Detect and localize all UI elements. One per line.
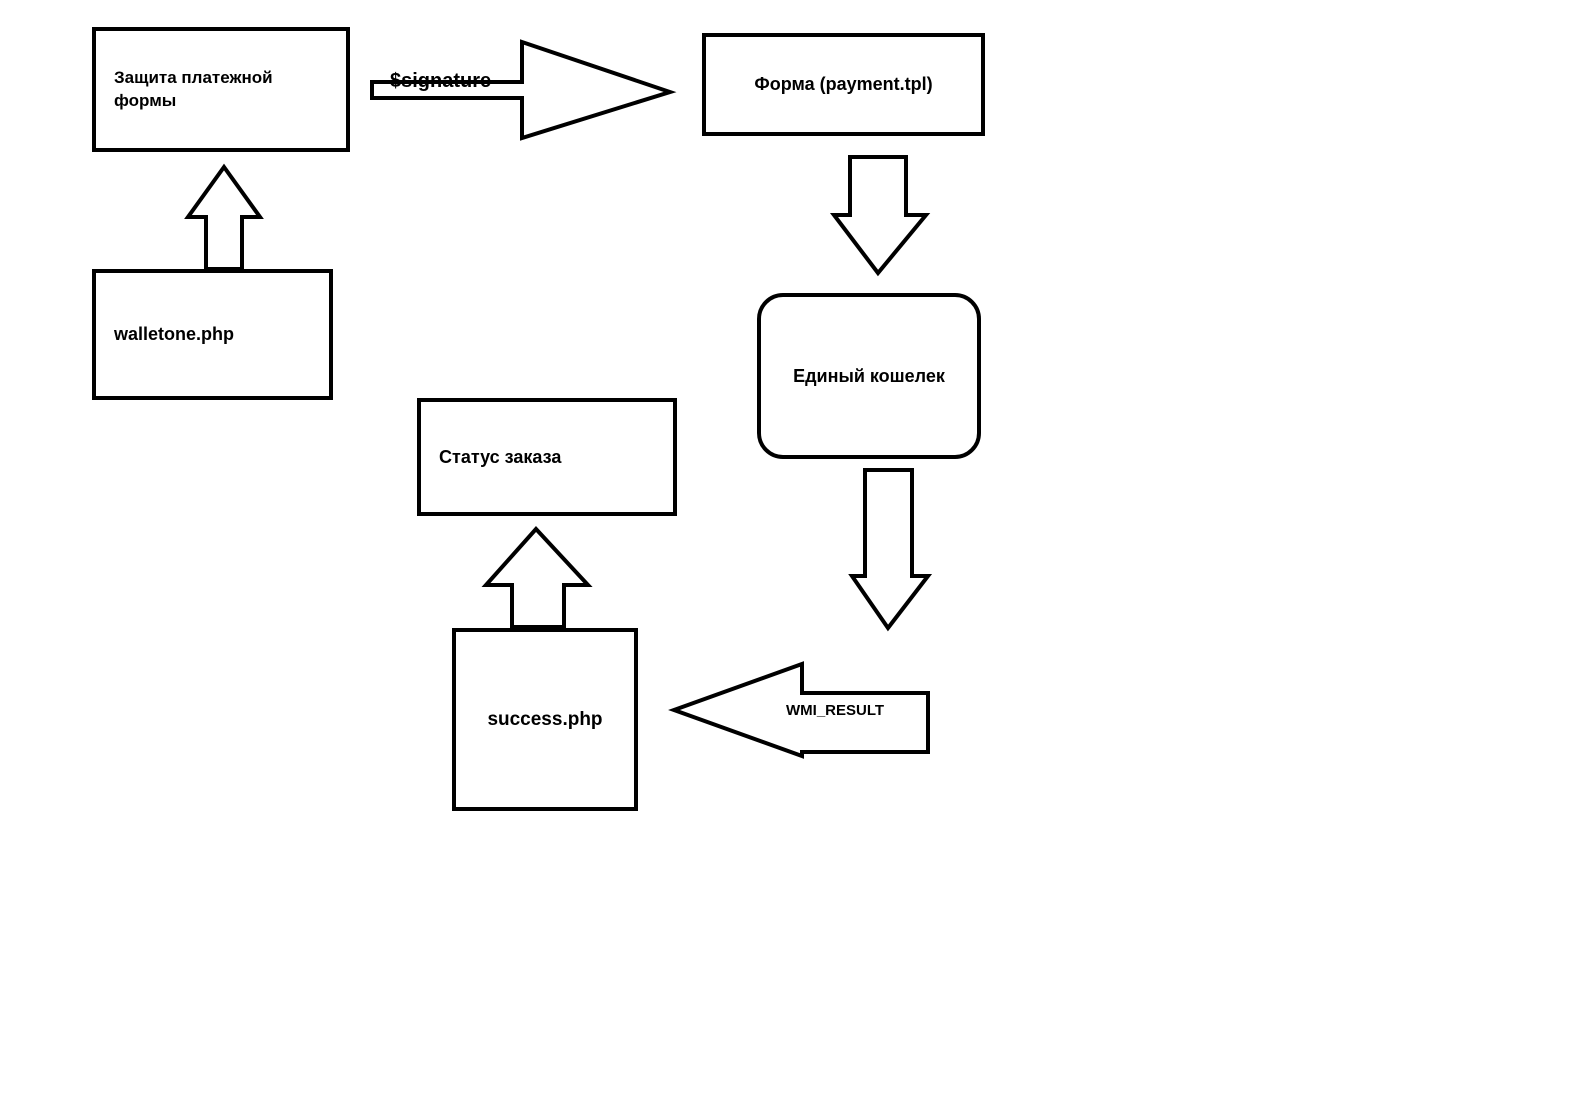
node-order-status <box>417 398 677 516</box>
node-form <box>702 33 985 136</box>
arrow-form-to-wallet <box>832 155 930 277</box>
arrow-wallet-to-result <box>850 468 930 633</box>
node-wallet-label: Единый кошелек <box>793 365 945 386</box>
node-success-label: success.php <box>487 708 603 730</box>
node-order-status-label: Статус заказа <box>439 446 562 467</box>
arrow-signature-label: $signature <box>390 70 492 92</box>
node-success <box>452 628 638 811</box>
arrow-success-to-status <box>484 527 592 631</box>
node-protection <box>92 27 350 152</box>
node-walletone <box>92 269 333 400</box>
node-walletone-label: walletone.php <box>114 324 235 345</box>
node-protection-label: Защита платежной формы <box>114 67 273 110</box>
arrow-wmi-result-label: WMI_RESULT <box>786 702 885 719</box>
arrow-walletone-to-protection <box>186 165 266 273</box>
node-form-label: Форма (payment.tpl) <box>754 74 933 95</box>
node-wallet <box>757 293 981 459</box>
